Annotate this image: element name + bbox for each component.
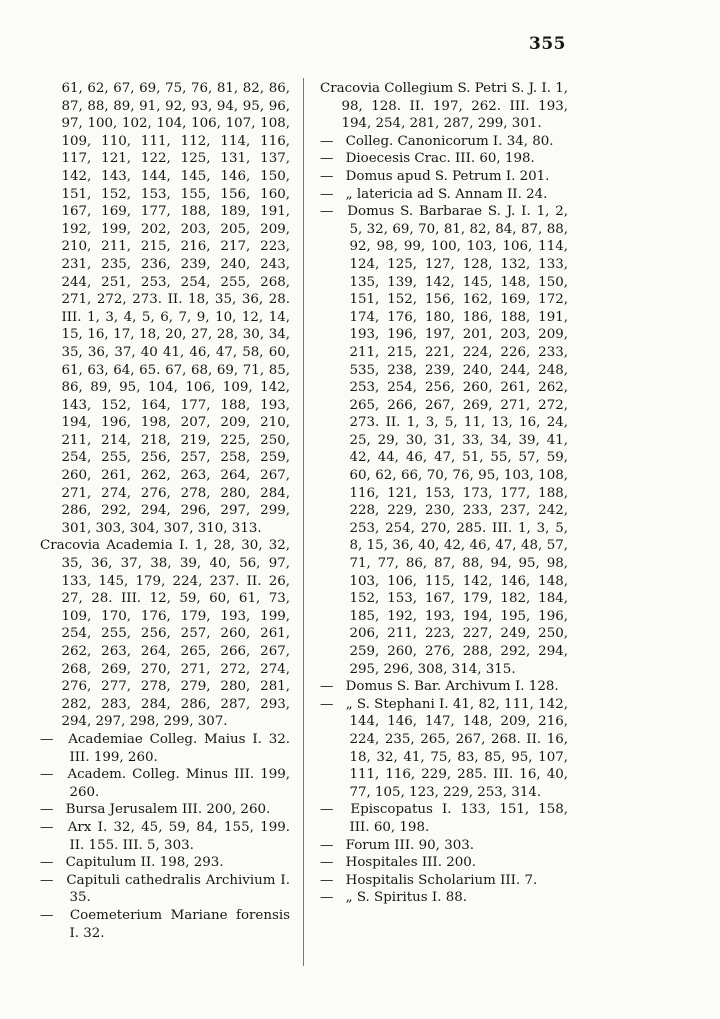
index-entry-text: — Bursa Jerusalem III. 200, 260. bbox=[40, 801, 290, 819]
index-entry-text: — Forum III. 90, 303. bbox=[320, 837, 568, 855]
index-entry bbox=[320, 696, 568, 802]
index-entry-text: — Arx I. 32, 45, 59, 84, 155, 199. II. 155. III. 5, 303. bbox=[40, 819, 290, 854]
column-divider bbox=[303, 78, 304, 966]
index-entry bbox=[40, 819, 290, 854]
right-column bbox=[320, 80, 568, 907]
index-entry-text: — Academ. Colleg. Minus III. 199, 260. bbox=[40, 766, 290, 801]
index-entry bbox=[320, 80, 568, 133]
index-entry bbox=[40, 766, 290, 801]
index-entry-text: — Dioecesis Crac. III. 60, 198. bbox=[320, 150, 568, 168]
index-entry-text: — Hospitalis Scholarium III. 7. bbox=[320, 872, 568, 890]
index-entry bbox=[320, 203, 568, 678]
left-column bbox=[40, 80, 290, 942]
index-entry bbox=[320, 186, 568, 204]
index-entry bbox=[320, 872, 568, 890]
index-entry bbox=[320, 801, 568, 836]
index-entry bbox=[40, 80, 290, 537]
index-entry bbox=[40, 872, 290, 907]
index-entry-text: Cracovia Academia I. 1, 28, 30, 32, 35, 36, 37, 38, 39, 40, 56, 97, 133, 145, 179, 224, 237. II. 26, 27, 28. III. 12, 59, 60, 61, 73, 109, 170, 176, 179, 193, 199, 254, 255, 256, 257, 260, 261, 262, 263, 264, 265, 266, 267, 268, 269, 270, 271, 272, 274, 276, 277, 278, 279, 280, 281, 282, 283, 284, 286, 287, 293, 294, 297, 298, 299, 307. bbox=[40, 538, 290, 730]
index-entry bbox=[320, 854, 568, 872]
index-entry bbox=[40, 801, 290, 819]
index-entry-text: — Coemeterium Mariane forensis I. 32. bbox=[40, 907, 290, 942]
index-entry-text: — Domus S. Barbarae S. J. I. 1, 2, 5, 32, 69, 70, 81, 82, 84, 87, 88, 92, 98, 99, 100, 103, 106, 114, 124, 125, 127, 128, 132, 133, 135, 139, 142, 145, 148, 150, 151, 152, 156, 162, 169, 172, 174, 176, 180, 186, 188, 191, 193, 196, 197, 201, 203, 209, 211, 215, 221, 224, 226, 233, 535, 238, 239, 240, 244, 248, 253, 254, 256, 260, 261, 262, 265, 266, 267, 269, 271, 272, 273. II. 1, 3, 5, 11, 13, 16, 24, 25, 29, 30, 31, 33, 34, 39, 41, 42, 44, 46, 47, 51, 55, 57, 59, 60, 62, 66, 70, 76, 95, 103, 108, 116, 121, 153, 173, 177, 188, 228, 229, 230, 233, 237, 242, 253, 254, 270, 285. III. 1, 3, 5, 8, 15, 36, 40, 42, 46, 47, 48, 57, 71, 77, 86, 87, 88, 94, 95, 98, 103, 106, 115, 142, 146, 148, 152, 153, 167, 179, 182, 184, 185, 192, 193, 194, 195, 196, 206, 211, 223, 227, 249, 250, 259, 260, 276, 288, 292, 294, 295, 296, 308, 314, 315. bbox=[320, 203, 568, 678]
index-entry bbox=[40, 907, 290, 942]
index-entry-text: — Colleg. Canonicorum I. 34, 80. bbox=[320, 133, 568, 151]
index-entry bbox=[320, 168, 568, 186]
index-entry-text: — Academiae Colleg. Maius I. 32. III. 199, 260. bbox=[40, 731, 290, 766]
index-entry-text: — Capitulum II. 198, 293. bbox=[40, 854, 290, 872]
index-entry-text: — Capituli cathedralis Archivium I. 35. bbox=[40, 872, 290, 907]
index-entry-text: — Hospitales III. 200. bbox=[320, 854, 568, 872]
index-entry-text: — „ S. Spiritus I. 88. bbox=[320, 889, 568, 907]
index-entry-text: — „ latericia ad S. Annam II. 24. bbox=[320, 186, 568, 204]
index-entry-text: 61, 62, 67, 69, 75, 76, 81, 82, 86, 87, 88, 89, 91, 92, 93, 94, 95, 96, 97, 100, 102, 104, 106, 107, 108, 109, 110, 111, 112, 114, 116, 117, 121, 122, 125, 131, 137, 142, 143, 144, 145, 146, 150, 151, 152, 153, 155, 156, 160, 167, 169, 177, 188, 189, 191, 192, 199, 202, 203, 205, 209, 210, 211, 215, 216, 217, 223, 231, 235, 236, 239, 240, 243, 244, 251, 253, 254, 255, 268, 271, 272, 273. II. 18, 35, 36, 28. III. 1, 3, 4, 5, 6, 7, 9, 10, 12, 14, 15, 16, 17, 18, 20, 27, 28, 30, 34, 35, 36, 37, 40 41, 46, 47, 58, 60, 61, 63, 64, 65. 67, 68, 69, 71, 85, 86, 89, 95, 104, 106, 109, 142, 143, 152, 164, 177, 188, 193, 194, 196, 198, 207, 209, 210, 211, 214, 218, 219, 225, 250, 254, 255, 256, 257, 258, 259, 260, 261, 262, 263, 264, 267, 271, 274, 276, 278, 280, 284, 286, 292, 294, 296, 297, 299, 301, 303, 304, 307, 310, 313. bbox=[61, 81, 290, 536]
index-entry bbox=[320, 889, 568, 907]
index-entry bbox=[40, 854, 290, 872]
index-entry bbox=[320, 150, 568, 168]
index-entry bbox=[320, 837, 568, 855]
index-entry bbox=[40, 537, 290, 731]
index-entry-text: — Domus S. Bar. Archivum I. 128. bbox=[320, 678, 568, 696]
index-entry bbox=[320, 133, 568, 151]
index-entry bbox=[40, 731, 290, 766]
index-entry-text: Cracovia Collegium S. Petri S. J. I. 1, 98, 128. II. 197, 262. III. 193, 194, 254, 281, 287, 299, 301. bbox=[320, 81, 568, 132]
index-entry-text: — Domus apud S. Petrum I. 201. bbox=[320, 168, 568, 186]
index-entry-text: — Episcopatus I. 133, 151, 158, III. 60, 198. bbox=[320, 801, 568, 836]
index-entry-text: — „ S. Stephani I. 41, 82, 111, 142, 144, 146, 147, 148, 209, 216, 224, 235, 265, 267, 268. II. 16, 18, 32, 41, 75, 83, 85, 95, 107, 111, 116, 229, 285. III. 16, 40, 77, 105, 123, 229, 253, 314. bbox=[320, 696, 568, 802]
index-entry bbox=[320, 678, 568, 696]
page-number: 355 bbox=[529, 34, 566, 54]
